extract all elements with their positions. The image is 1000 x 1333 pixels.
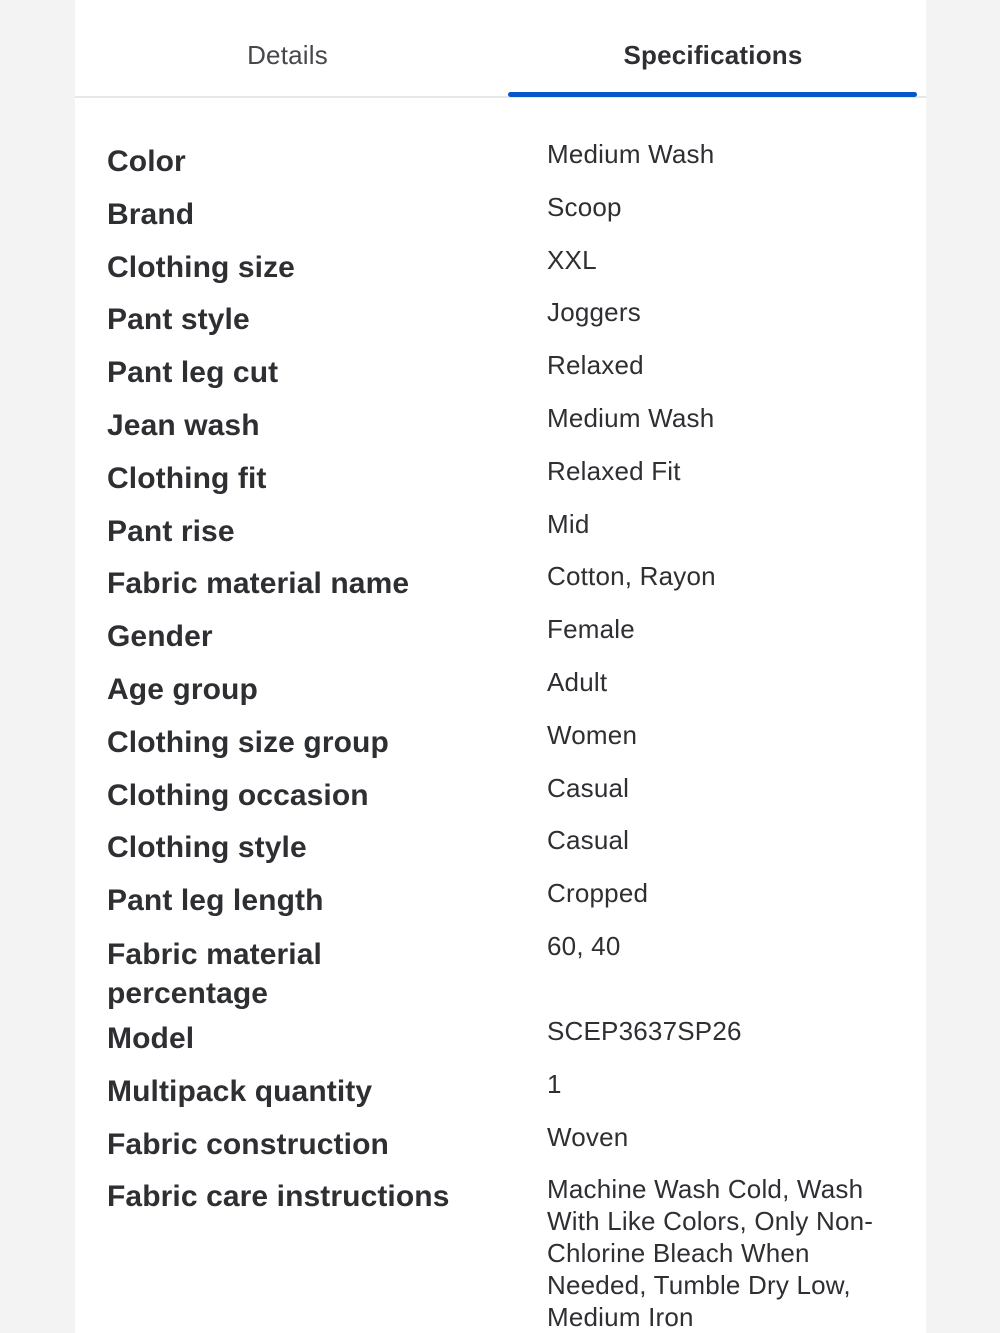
- spec-label: Model: [107, 1021, 195, 1055]
- spec-value: SCEP3637SP26: [547, 1015, 742, 1046]
- spec-value: Cropped: [547, 878, 649, 909]
- spec-label: Multipack quantity: [107, 1074, 373, 1108]
- spec-row: [107, 242, 907, 295]
- product-info-panel: [75, 0, 926, 1333]
- spec-label: Fabric material name: [107, 567, 410, 601]
- spec-value: XXL: [547, 244, 597, 275]
- spec-value: Casual: [547, 772, 630, 803]
- spec-label: Gender: [107, 620, 213, 654]
- spec-label: Brand: [107, 197, 195, 231]
- spec-value: Machine Wash Cold, Wash With Like Colors, Only Non-Chlorine Bleach When Needed, Tumble Dry Low, Medium Iron: [547, 1174, 874, 1333]
- spec-row: [107, 717, 907, 770]
- spec-row: [107, 294, 907, 347]
- tab-bar: [75, 0, 926, 98]
- spec-row: [107, 611, 907, 664]
- active-tab-indicator: [508, 92, 917, 97]
- tab-specifications[interactable]: [500, 0, 926, 96]
- spec-value: Scoop: [547, 191, 622, 222]
- spec-label: Pant rise: [107, 514, 235, 548]
- tab-details[interactable]: [75, 0, 500, 96]
- spec-row: [107, 189, 907, 242]
- spec-row: [107, 928, 907, 1013]
- spec-row: [107, 770, 907, 823]
- spec-label: Fabric construction: [107, 1127, 389, 1161]
- spec-label: Color: [107, 145, 186, 178]
- spec-label: Pant leg length: [107, 884, 324, 918]
- spec-value: Medium Wash: [547, 139, 715, 169]
- spec-label: Pant leg cut: [107, 356, 279, 390]
- spec-label: Fabric material percentage: [107, 937, 322, 1010]
- spec-label: Clothing size: [107, 250, 295, 284]
- spec-label: Clothing size group: [107, 725, 389, 759]
- spec-row: [107, 506, 907, 559]
- spec-label: Clothing style: [107, 831, 307, 865]
- spec-value: Casual: [547, 825, 630, 856]
- spec-row: [107, 875, 907, 928]
- spec-value: Relaxed Fit: [547, 455, 681, 486]
- spec-row: [107, 822, 907, 875]
- spec-label: Fabric care instructions: [107, 1180, 450, 1214]
- spec-label: Age group: [107, 672, 258, 706]
- spec-value: Adult: [547, 666, 608, 697]
- spec-row: [107, 664, 907, 717]
- spec-row: [107, 347, 907, 400]
- spec-row: [107, 1171, 907, 1333]
- spec-value: Mid: [547, 508, 590, 539]
- spec-value: 1: [547, 1068, 562, 1099]
- spec-label: Clothing fit: [107, 461, 267, 495]
- spec-value: 60, 40: [547, 930, 621, 961]
- spec-row: [107, 558, 907, 611]
- spec-value: Cotton, Rayon: [547, 561, 716, 592]
- spec-label: Jean wash: [107, 408, 260, 442]
- spec-row: [107, 400, 907, 453]
- specifications-list: [107, 136, 907, 1333]
- tab-specifications-label: Specifications: [623, 40, 803, 70]
- spec-value: Women: [547, 719, 638, 750]
- spec-value: Relaxed: [547, 350, 644, 381]
- spec-label: Pant style: [107, 303, 250, 337]
- spec-label: Clothing occasion: [107, 778, 369, 812]
- spec-value: Woven: [547, 1121, 629, 1152]
- spec-row: [107, 1013, 907, 1066]
- spec-row: [107, 1066, 907, 1119]
- spec-value: Female: [547, 614, 635, 645]
- spec-value: Joggers: [547, 297, 641, 328]
- spec-row: [107, 453, 907, 506]
- spec-value: Medium Wash: [547, 402, 715, 433]
- spec-row: [107, 136, 907, 189]
- tab-details-label: Details: [247, 40, 328, 70]
- spec-row: [107, 1119, 907, 1172]
